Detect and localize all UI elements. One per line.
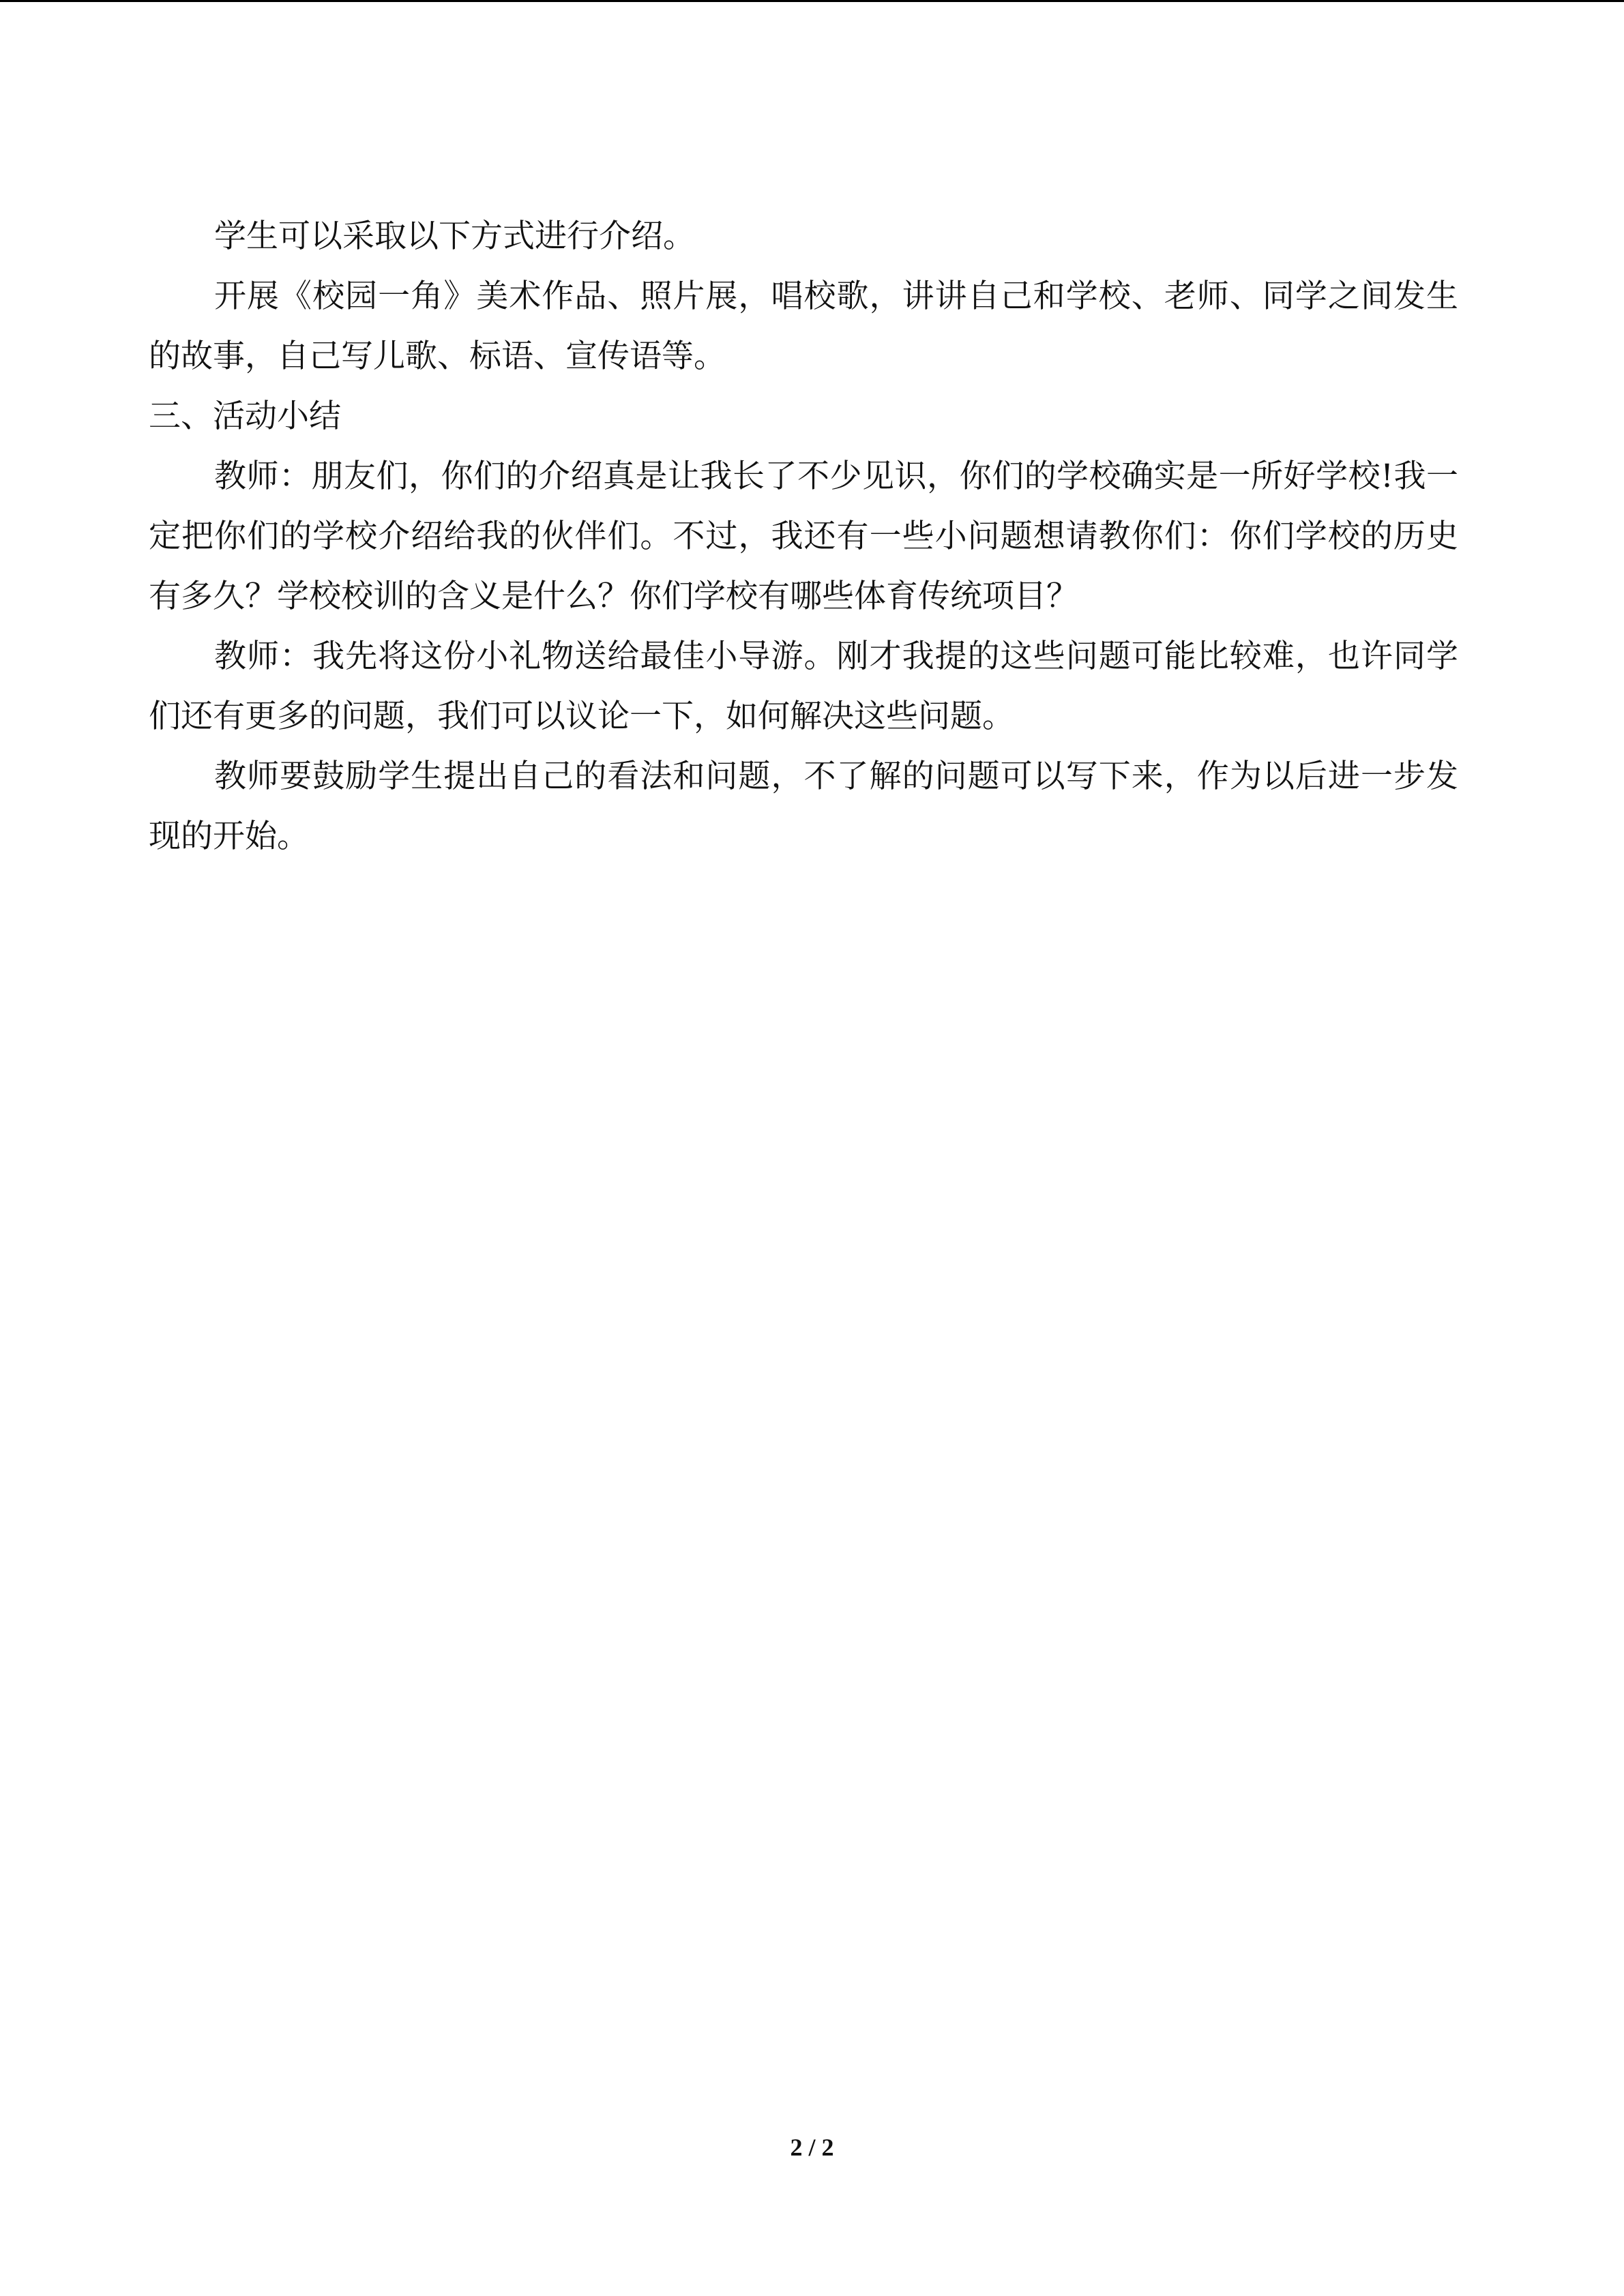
paragraph-teacher-gift: 教师：我先将这份小礼物送给最佳小导游。刚才我提的这些问题可能比较难，也许同学们还有更多的问题，我们可以议论一下，如何解决这些问题。 [149, 638, 1458, 735]
paragraph-intro: 学生可以采取以下方式进行介绍。 [214, 218, 695, 255]
section-heading-summary: 三、活动小结 [149, 398, 341, 435]
paragraph-teacher-encourage: 教师要鼓励学生提出自己的看法和问题，不了解的问题可以写下来，作为以后进一步发现的开始。 [149, 758, 1458, 855]
paragraph-activities: 开展《校园一角》美术作品、照片展，唱校歌，讲讲自己和学校、老师、同学之间发生的故事，自己写儿歌、标语、宣传语等。 [149, 278, 1458, 375]
paragraph-teacher-questions: 教师：朋友们，你们的介绍真是让我长了不少见识，你们的学校确实是一所好学校!我一定把你们的学校介绍给我的伙伴们。不过，我还有一些小问题想请教你们：你们学校的历史有多久？学校校训的含义是什么？你们学校有哪些体育传统项目？ [149, 458, 1458, 615]
document-body [149, 207, 1458, 867]
page-number: 2 / 2 [790, 2134, 834, 2161]
